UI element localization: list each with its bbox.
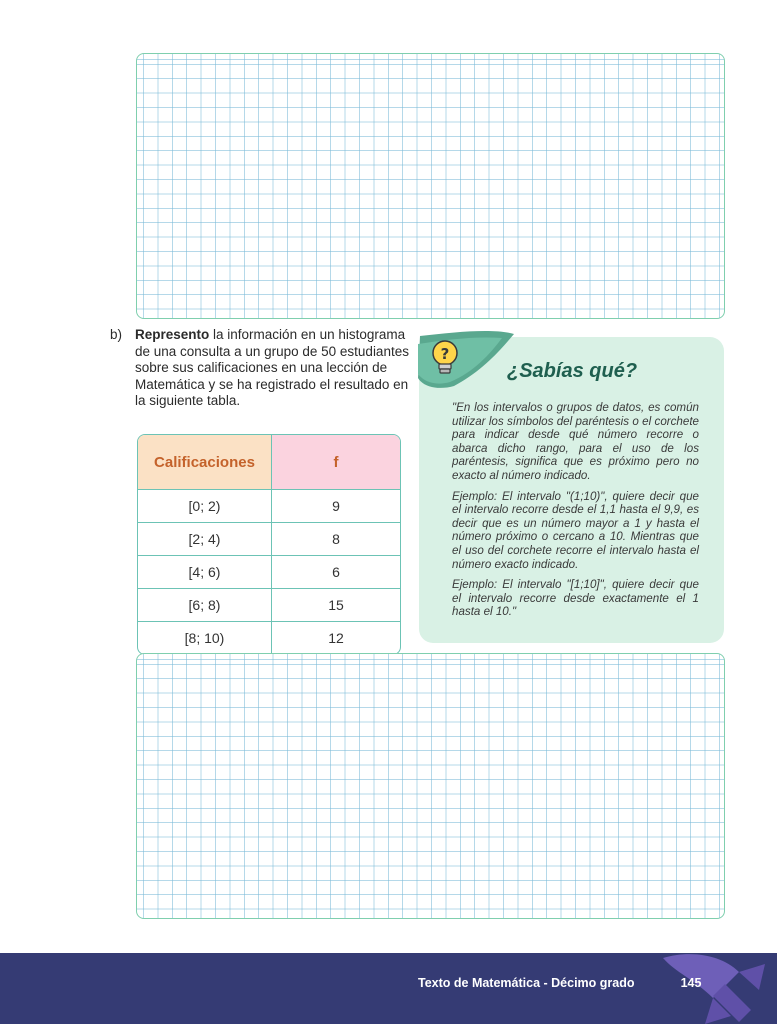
header-frequency: f — [272, 435, 400, 490]
exercise-b — [110, 327, 410, 410]
table-row — [138, 523, 400, 556]
header-calificaciones: Calificaciones — [138, 435, 272, 490]
frequency-cell: 6 — [272, 556, 400, 589]
graph-grid-bottom — [136, 653, 725, 919]
interval-cell: [8; 10) — [138, 622, 272, 654]
table-row — [138, 589, 400, 622]
sabias-paragraph: Ejemplo: El intervalo "[1;10]", quiere decir que el intervalo recorre desde exactamente el 1 hasta el 10." — [452, 578, 699, 619]
table-header-row — [138, 435, 400, 490]
graph-grid-top — [136, 53, 725, 319]
frequency-cell: 9 — [272, 490, 400, 523]
exercise-letter: b) — [110, 327, 123, 342]
table-row — [138, 556, 400, 589]
sabias-paragraph: Ejemplo: El intervalo "(1;10)", quiere decir que el intervalo recorre desde el 1,1 hasta el 9,9, es decir que es un número mayor a 1 y hasta el número próximo o cercano a 10. Mientras que el uso del corchete recorre el intervalo hasta el número exacto indicado. — [452, 489, 699, 571]
interval-cell: [2; 4) — [138, 523, 272, 556]
page-number: 145 — [680, 976, 702, 990]
frequency-cell: 8 — [272, 523, 400, 556]
lightbulb-question-icon — [428, 338, 462, 378]
rocket-icon — [655, 950, 777, 1024]
sabias-paragraph: "En los intervalos o grupos de datos, es común utilizar los símbolos del paréntesis o el corchete para indicar desde qué número recorre o abarca dicho rango, para el uso de los paréntesis, significa que es próximo pero no exacto al número indicado. — [452, 401, 699, 482]
interval-cell: [4; 6) — [138, 556, 272, 589]
frequency-cell: 15 — [272, 589, 400, 622]
footer-title: Texto de Matemática - Décimo grado — [418, 976, 635, 990]
frequency-table — [137, 434, 401, 655]
svg-text:?: ? — [440, 345, 450, 363]
sabias-text — [452, 401, 699, 626]
exercise-body: la información en un histograma de una consulta a un grupo de 50 estudiantes sobre sus calificaciones en una lección de Matemática y se ha registrado el resultado en la siguiente tabla. — [135, 327, 409, 409]
interval-cell: [6; 8) — [138, 589, 272, 622]
exercise-keyword: Represento — [135, 327, 210, 342]
sabias-title: ¿Sabías qué? — [507, 360, 638, 382]
table-row — [138, 490, 400, 523]
interval-cell: [0; 2) — [138, 490, 272, 523]
table-row — [138, 622, 400, 654]
frequency-cell: 12 — [328, 630, 344, 646]
exercise-text — [135, 327, 410, 410]
